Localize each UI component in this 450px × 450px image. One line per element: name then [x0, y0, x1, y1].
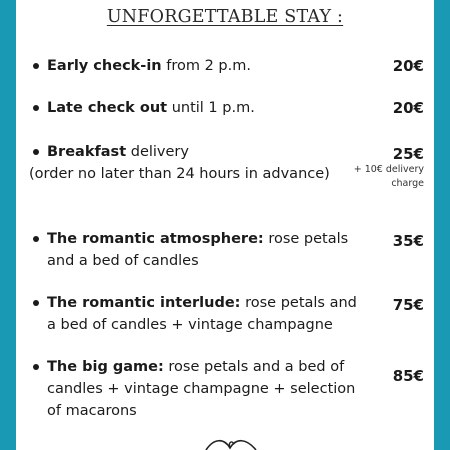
item-description: Breakfast delivery — [47, 144, 189, 160]
item-price: 20€ — [392, 57, 424, 75]
item-price: 25€ — [392, 145, 424, 163]
ribbon-ornament-icon — [202, 436, 262, 450]
delivery-charge-note: + 10€ delivery charge — [353, 164, 424, 189]
page-title: UNFORGETTABLE STAY : — [106, 7, 344, 27]
item-price: 85€ — [392, 367, 424, 385]
bullet-icon — [33, 300, 39, 306]
item-description: The romantic interlude: rose petals and a bed of candles + vintage champagne — [47, 295, 357, 333]
item-description: The romantic atmosphere: rose petals and a bed of candles — [47, 231, 349, 269]
item-description: The big game: rose petals and a bed of candles + vintage champagne + selection of macarons — [47, 359, 356, 419]
item-subnote: (order no later than 24 hours in advance) — [29, 166, 330, 182]
item-price: 35€ — [392, 232, 424, 250]
item-price: 20€ — [392, 99, 424, 117]
bullet-icon — [33, 105, 39, 111]
item-description: Late check out until 1 p.m. — [47, 100, 255, 116]
bullet-icon — [33, 236, 39, 242]
item-price: 75€ — [392, 296, 424, 314]
bullet-icon — [33, 149, 39, 155]
item-description: Early check-in from 2 p.m. — [47, 58, 251, 74]
menu-card — [16, 0, 434, 450]
bullet-icon — [33, 63, 39, 69]
bullet-icon — [33, 364, 39, 370]
